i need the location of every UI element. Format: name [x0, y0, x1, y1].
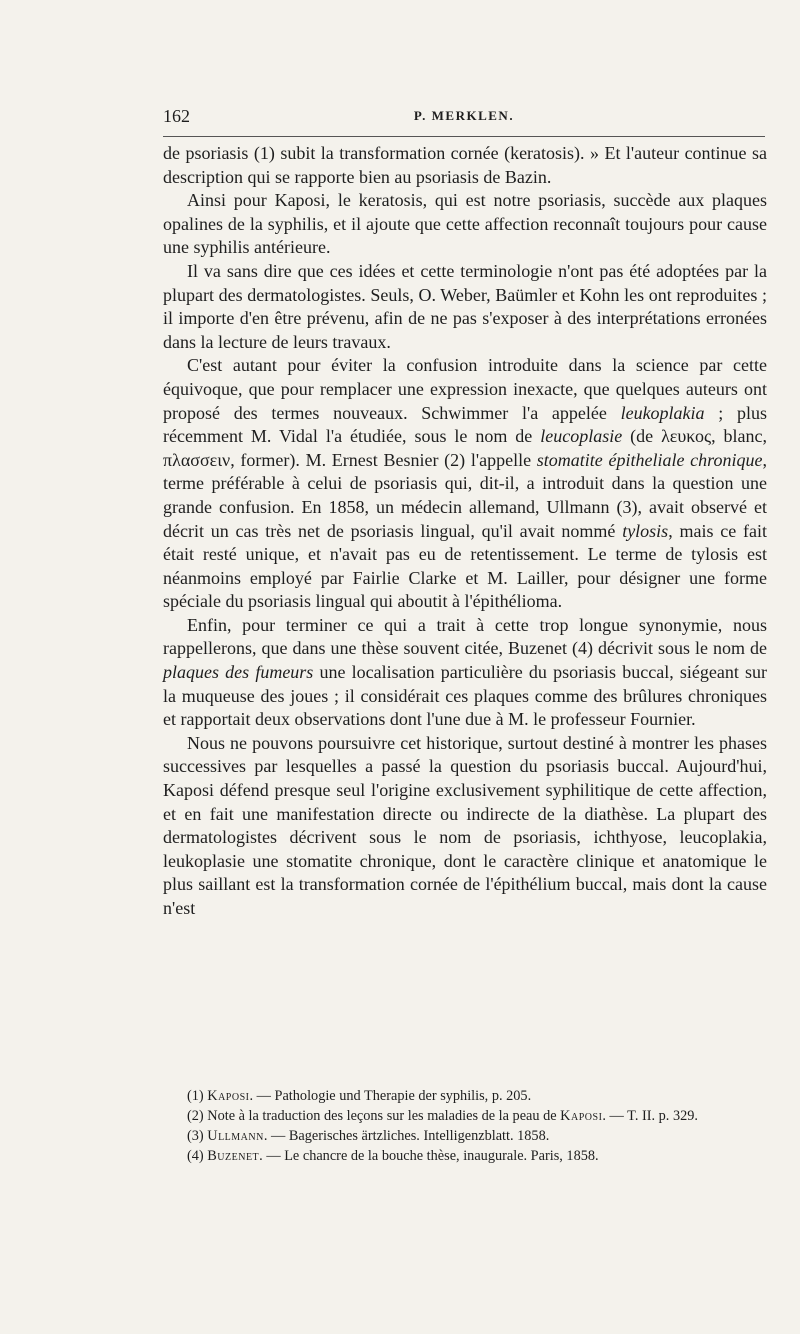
text-run: Nous ne pouvons poursuivre cet historique, surtout destiné à montrer les phases successives par lesquelles a passé la question du psoriasis buccal. Aujourd'hui, Kaposi défend presque seul l'origine exclusivement syphilitique de cette affection, et en fait une manifestation directe ou indirecte de la diathèse. La plupart des dermatologistes décrivent sous le nom de psoriasis, ichthyose, leucoplakia, leukoplasie une stomatite chronique, dont le caractère clinique et anatomique le plus saillant est la transformation cornée de l'épithélium buccal, mais dont la cause n'est — [163, 732, 767, 918]
text-run: de psoriasis (1) subit la transformation cornée (keratosis). » Et l'auteur continue sa description qui se rapporte bien au psoriasis de Bazin. — [163, 143, 767, 187]
italic-term: tylosis — [622, 520, 669, 541]
page-number: 162 — [163, 106, 190, 126]
text-run: , terme préférable à celui de psoriasis qui, dit-il, a introduit dans la question une grande confusion. En 1858, un médecin allemand, Ullmann (3), avait observé et décrit un cas très net de psoriasis lingual, qu'il avait nommé — [163, 449, 767, 541]
paragraph-3 — [163, 260, 767, 354]
author-name: Buzenet — [207, 1148, 260, 1164]
text-run: (de λευκος, blanc, πλασσειν, former). M. Ernest Besnier (2) l'appelle — [163, 426, 767, 470]
italic-term: plaques des fumeurs — [163, 662, 314, 683]
text-run: (3) — [187, 1128, 208, 1144]
footnote-3 — [163, 1126, 767, 1146]
text-run: . — Le chancre de la bouche thèse, inaugurale. Paris, 1858. — [259, 1148, 599, 1164]
author-name: Kaposi — [207, 1088, 250, 1104]
italic-term: leukoplakia — [620, 402, 705, 423]
author-name: Kaposi — [560, 1108, 603, 1124]
text-run: . — Bagerisches ärtzliches. Intelligenzblatt. 1858. — [263, 1128, 550, 1144]
running-head: P. MERKLEN. — [413, 108, 515, 123]
text-run: , mais ce fait était resté unique, et n'avait pas eu de retentissement. Le terme de tylosis est néanmoins employé par Fairlie Clarke et M. Lailler, pour désigner une forme spéciale du psoriasis lingual qui aboutit à l'épithélioma. — [163, 520, 767, 612]
author-name: Ullmann — [207, 1128, 264, 1144]
paragraph-6 — [163, 732, 767, 921]
text-run: . — T. II. p. 329. — [602, 1108, 698, 1124]
paragraph-2 — [163, 189, 767, 260]
text-run: C'est autant pour éviter la confusion introduite dans la science par cette équivoque, que pour remplacer une expression inexacte, que quelques auteurs ont proposé des termes nouveaux. Schwimmer l'a appelée — [163, 355, 767, 423]
footnote-4 — [163, 1146, 767, 1166]
footnote-2 — [163, 1106, 767, 1126]
text-run: une localisation particulière du psoriasis buccal, siégeant sur la muqueuse des joues ; il considérait ces plaques comme des brûlures chroniques et rapportait deux observations dont l'une due à M. le professeur Fournier. — [163, 662, 767, 730]
italic-term: leucoplasie — [540, 426, 623, 447]
text-run: (2) Note à la traduction des leçons sur les maladies de la peau de — [187, 1108, 561, 1124]
text-run: (4) — [187, 1148, 208, 1164]
text-run: Il va sans dire que ces idées et cette terminologie n'ont pas été adoptées par la plupart des dermatologistes. Seuls, O. Weber, Baümler et Kohn les ont reproduites ; il importe d'en être prévenu, afin de ne pas s'exposer à des interprétations erronées dans la lecture de leurs travaux. — [163, 260, 767, 352]
text-run: Enfin, pour terminer ce qui a trait à cette trop longue synonymie, nous rappellerons, que dans une thèse souvent citée, Buzenet (4) décrivit sous le nom de — [163, 614, 767, 659]
header-rule — [163, 136, 765, 137]
footnotes — [163, 1086, 767, 1166]
text-run: (1) — [187, 1088, 208, 1104]
paragraph-1 — [163, 142, 767, 189]
body-text — [163, 142, 767, 921]
italic-term: stomatite épitheliale chronique — [536, 449, 763, 470]
page-header — [163, 106, 765, 130]
paragraph-4 — [163, 354, 767, 614]
text-run: . — Pathologie und Therapie der syphilis, p. 205. — [249, 1088, 532, 1104]
paragraph-5 — [163, 614, 767, 732]
text-run: Ainsi pour Kaposi, le keratosis, qui est notre psoriasis, succède aux plaques opalines de la syphilis, et il ajoute que cette affection reconnaît toujours pour cause une syphilis antérieure. — [163, 190, 767, 258]
footnote-1 — [163, 1086, 767, 1106]
text-run: ; plus récemment M. Vidal l'a étudiée, sous le nom de — [163, 402, 767, 447]
